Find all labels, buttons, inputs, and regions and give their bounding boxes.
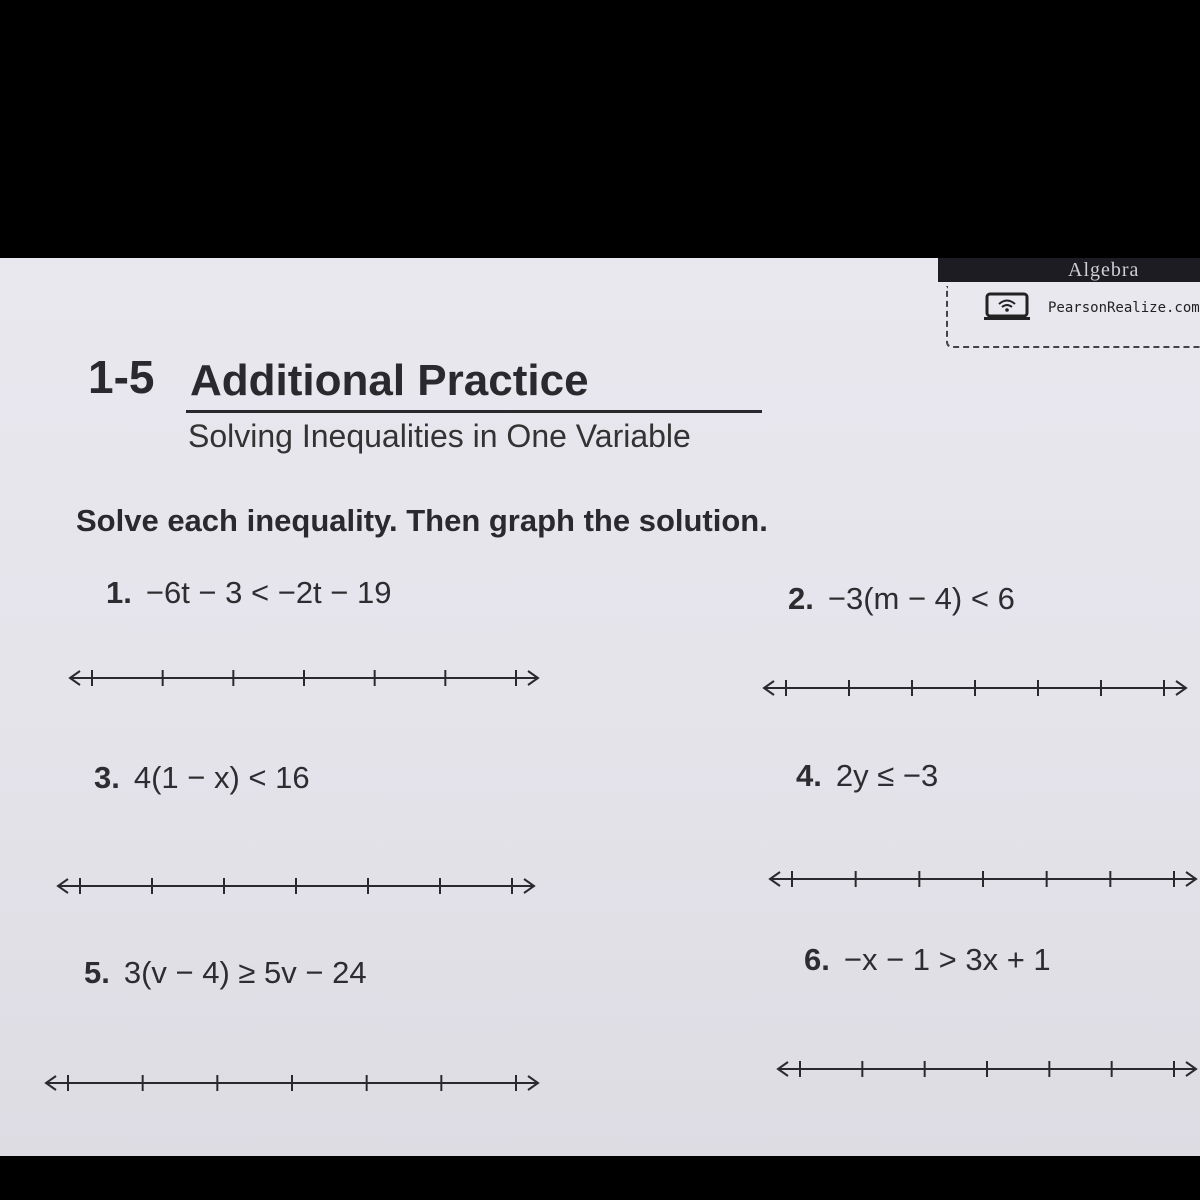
laptop-wifi-icon [984,292,1030,322]
problem-expression: −6t − 3 < −2t − 19 [145,575,392,610]
problem-3 [94,760,310,796]
textbook-corner-band [938,258,1200,282]
problem-5 [84,955,367,991]
lesson-subtitle: Solving Inequalities in One Variable [188,418,691,454]
number-line-1[interactable] [66,663,542,693]
problem-number: 2. [788,581,814,616]
lesson-number: 1-5 [88,351,155,403]
problem-1 [106,575,391,611]
problem-number: 4. [796,758,822,793]
problem-2 [788,581,1015,617]
lesson-title: Additional Practice [190,356,589,405]
problem-number: 3. [94,760,120,795]
number-line-4[interactable] [766,864,1200,894]
problem-number: 1. [106,575,132,610]
problem-expression: 3(v − 4) ≥ 5v − 24 [123,955,367,990]
number-line-3[interactable] [54,871,538,901]
problem-6 [804,942,1051,978]
instructions-text: Solve each inequality. Then graph the solution. [76,503,768,538]
corner-text: Algebra [1068,259,1140,281]
problem-expression: −3(m − 4) < 6 [827,581,1015,616]
problem-number: 5. [84,955,110,990]
worksheet-page [0,258,1200,1156]
title-underline [186,410,762,413]
problem-expression: 4(1 − x) < 16 [133,760,310,795]
problem-expression: 2y ≤ −3 [835,758,939,793]
pearson-realize-url[interactable]: PearsonRealize.com [1048,300,1200,316]
number-line-5[interactable] [42,1068,542,1098]
problem-expression: −x − 1 > 3x + 1 [843,942,1051,977]
number-line-6[interactable] [774,1054,1200,1084]
problem-number: 6. [804,942,830,977]
problem-4 [796,758,938,794]
number-line-2[interactable] [760,673,1190,703]
